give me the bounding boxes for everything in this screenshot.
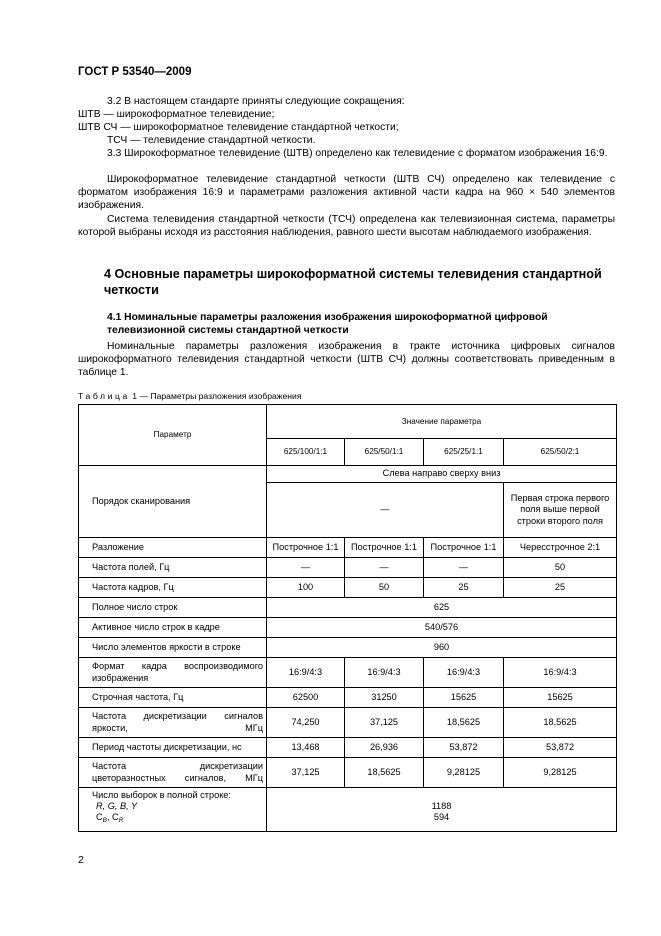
row-label: Активное число строк в кадре	[79, 618, 267, 638]
cell: Построчное 1:1	[424, 538, 504, 558]
scan-order-common: Слева направо сверху вниз	[267, 466, 617, 483]
cell: —	[424, 558, 504, 578]
document-id-header: ГОСТ Р 53540—2009	[78, 66, 192, 78]
row-label: Строчная частота, Гц	[79, 688, 267, 708]
cell: 15625	[424, 688, 504, 708]
cell: 100	[267, 578, 345, 598]
header-parameter: Параметр	[79, 405, 267, 466]
cell: 74,250	[267, 708, 345, 738]
c-letter: C	[112, 812, 119, 823]
cell: 18,5625	[504, 708, 617, 738]
cell: 50	[504, 558, 617, 578]
cell: Построчное 1:1	[267, 538, 345, 558]
cell: 9,28125	[424, 758, 504, 788]
paragraph-3-2: 3.2 В настоящем стандарте приняты следующие сокращения:	[107, 96, 405, 107]
row-label: Разложение	[79, 538, 267, 558]
c-letter: C	[96, 812, 103, 823]
samples-cbcr	[92, 812, 263, 826]
row-label: Частота дискретизации цветоразностных сигналов, МГц	[79, 758, 267, 788]
row-label: Период частоты дискретизации, нс	[79, 738, 267, 758]
section-title-4: 4 Основные параметры широкоформатной системы телевидения стандартной четкости	[104, 267, 602, 297]
cell: 16:9/4:3	[345, 658, 424, 688]
cell: 62500	[267, 688, 345, 708]
merged-cell: 540/576	[267, 618, 617, 638]
scan-order-progressive: —	[267, 483, 504, 538]
cell: 18,5625	[424, 708, 504, 738]
samples-value-cbcr: 594	[433, 812, 450, 823]
cell: 37,125	[267, 758, 345, 788]
cell: 53,872	[504, 738, 617, 758]
merged-cell: 960	[267, 638, 617, 658]
paragraph-shtv-sch-definition: Широкоформатное телевидение стандартной четкости (ШТВ СЧ) определено как телевидение с форматом изображения 16:9 и параметрами разложения активной части кадра на 960 × 540 элементов изображения.	[78, 174, 615, 212]
row-label: Полное число строк	[79, 598, 267, 618]
table-caption-word: Таблица	[78, 391, 130, 401]
header-col-1: 625/100/1:1	[267, 439, 345, 466]
header-col-3: 625/25/1:1	[424, 439, 504, 466]
abbrev-tsch: ТСЧ — телевидение стандартной четкости.	[107, 135, 316, 146]
cell: 16:9/4:3	[424, 658, 504, 688]
header-value: Значение параметра	[267, 405, 617, 439]
header-col-2: 625/50/1:1	[345, 439, 424, 466]
paragraph-3-3: 3.3 Широкоформатное телевидение (ШТВ) определено как телевидение с форматом изображения 16:9.	[107, 148, 608, 159]
samples-values	[267, 788, 617, 832]
scan-parameters-table	[78, 404, 617, 832]
cr-subscript: R	[118, 817, 124, 825]
cell: 31250	[345, 688, 424, 708]
paragraph-4-1: Номинальные параметры разложения изображения в тракте источника цифровых сигналов широкоформатного телевидения стандартной четкости (ШТВ СЧ) должны соответствовать приведенным в таблице 1.	[78, 341, 615, 379]
abbrev-shtv: ШТВ — широкоформатное телевидение;	[78, 109, 275, 120]
row-label: Число элементов яркости в строке	[79, 638, 267, 658]
cell: 25	[424, 578, 504, 598]
abbrev-shtv-sch: ШТВ СЧ — широкоформатное телевидение стандартной четкости;	[78, 122, 399, 133]
cell: 26,936	[345, 738, 424, 758]
cell: 16:9/4:3	[504, 658, 617, 688]
cb-subscript: B	[102, 817, 107, 825]
samples-title: Число выборок в полной строке:	[92, 790, 231, 800]
cell: Построчное 1:1	[345, 538, 424, 558]
cell: —	[267, 558, 345, 578]
cell: Чересстрочное 2:1	[504, 538, 617, 558]
row-label: Частота дискретизации сигналов яркости, МГц	[79, 708, 267, 738]
cell: 9,28125	[504, 758, 617, 788]
cell: 37,125	[345, 708, 424, 738]
subsection-title-4-1: 4.1 Номинальные параметры разложения изображения широкоформатной цифровой телевизионной системы стандартной четкости	[107, 312, 548, 337]
samples-rgby: R, G, B, Y	[96, 801, 138, 812]
table-caption	[78, 391, 302, 401]
page-number: 2	[78, 854, 84, 866]
cell: 50	[345, 578, 424, 598]
row-label: Формат кадра воспроизводимого изображения	[79, 658, 267, 688]
scan-order-interlaced: Первая строка первого поля выше первой строки второго поля	[504, 483, 617, 538]
row-samples-label	[79, 788, 267, 832]
row-scan-order-label: Порядок сканирования	[79, 466, 267, 538]
cell: 53,872	[424, 738, 504, 758]
samples-value-rgby: 1188	[431, 801, 452, 811]
cell: 13,468	[267, 738, 345, 758]
cell: —	[345, 558, 424, 578]
cell: 16:9/4:3	[267, 658, 345, 688]
header-col-4: 625/50/2:1	[504, 439, 617, 466]
cbcr-sep: ,	[106, 812, 113, 823]
cell: 25	[504, 578, 617, 598]
table-caption-text: 1 — Параметры разложения изображения	[132, 391, 302, 401]
row-label: Частота полей, Гц	[79, 558, 267, 578]
cell: 18,5625	[345, 758, 424, 788]
cell: 15625	[504, 688, 617, 708]
merged-cell: 625	[267, 598, 617, 618]
paragraph-tsch-definition: Система телевидения стандартной четкости (ТСЧ) определена как телевизионная система, параметры которой выбраны исходя из расстояния наблюдения, равного шести высотам наблюдаемого изображения.	[78, 214, 615, 239]
row-label: Частота кадров, Гц	[79, 578, 267, 598]
